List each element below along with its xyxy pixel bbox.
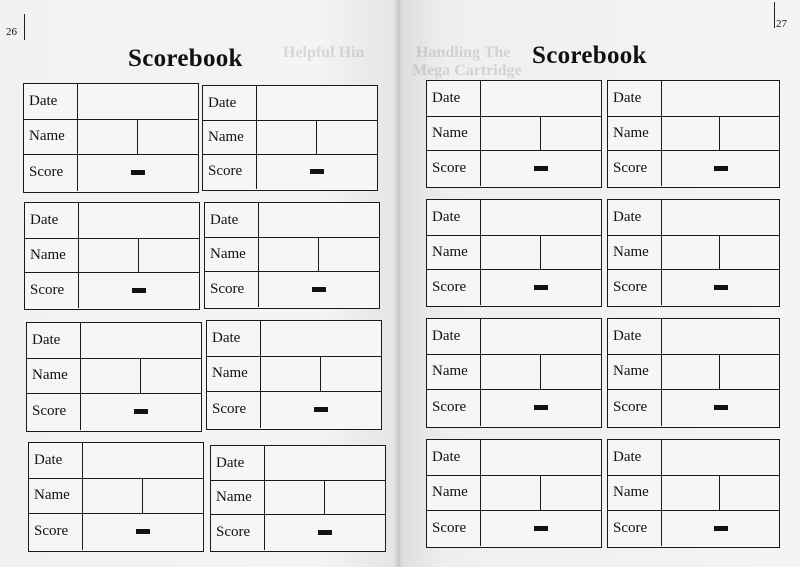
score-dash: [534, 526, 548, 531]
score-dash: [314, 407, 328, 412]
row-divider: [24, 154, 198, 155]
score-dash: [132, 288, 146, 293]
score-dash: [714, 166, 728, 171]
row-divider: [427, 235, 601, 236]
name-label: Name: [608, 475, 662, 510]
date-label: Date: [427, 200, 481, 235]
name-column-divider: [142, 478, 143, 513]
score-card: [204, 202, 380, 309]
row-divider: [203, 120, 377, 121]
score-dash: [534, 166, 548, 171]
bleed-through-text: Helpful Hin: [283, 44, 365, 61]
row-divider: [427, 510, 601, 511]
page-number-left: 26: [6, 26, 17, 38]
name-column-divider: [320, 356, 321, 391]
score-dash: [310, 169, 324, 174]
score-label: Score: [207, 391, 261, 428]
name-label: Name: [427, 116, 481, 150]
row-divider: [205, 237, 379, 238]
page-number-right: 27: [776, 18, 787, 30]
name-label: Name: [608, 354, 662, 389]
name-column-divider: [138, 238, 139, 272]
row-divider: [608, 354, 779, 355]
row-divider: [427, 389, 601, 390]
row-divider: [608, 475, 779, 476]
name-label: Name: [427, 235, 481, 269]
score-label: Score: [608, 150, 662, 186]
name-column-divider: [137, 119, 138, 154]
score-card: [426, 80, 602, 188]
row-divider: [427, 269, 601, 270]
row-divider: [427, 116, 601, 117]
score-dash: [318, 530, 332, 535]
row-divider: [608, 235, 779, 236]
bleed-through-text: Handling The: [416, 44, 511, 61]
score-card: [607, 439, 780, 548]
score-card: [202, 85, 378, 191]
score-label: Score: [29, 513, 83, 550]
name-label: Name: [207, 356, 261, 391]
row-divider: [608, 116, 779, 117]
row-divider: [608, 269, 779, 270]
name-label: Name: [27, 358, 81, 393]
date-label: Date: [203, 86, 257, 120]
score-label: Score: [27, 393, 81, 430]
name-column-divider: [540, 354, 541, 389]
bleed-through-text: Mega Cartridge: [412, 62, 522, 79]
row-divider: [25, 272, 199, 273]
name-column-divider: [540, 116, 541, 150]
name-label: Name: [608, 116, 662, 150]
date-label: Date: [427, 440, 481, 475]
name-label: Name: [608, 235, 662, 269]
row-divider: [608, 510, 779, 511]
score-dash: [714, 526, 728, 531]
row-divider: [608, 389, 779, 390]
row-divider: [608, 150, 779, 151]
name-label: Name: [203, 120, 257, 154]
score-card: [28, 442, 204, 552]
date-label: Date: [211, 446, 265, 480]
date-label: Date: [608, 200, 662, 235]
book-gutter: [393, 0, 403, 567]
name-label: Name: [427, 354, 481, 389]
score-dash: [714, 405, 728, 410]
score-card: [607, 80, 780, 188]
date-label: Date: [205, 203, 259, 237]
score-label: Score: [205, 271, 259, 307]
name-column-divider: [719, 235, 720, 269]
page-rule-right: [774, 2, 775, 28]
name-column-divider: [316, 120, 317, 154]
date-label: Date: [608, 440, 662, 475]
name-column-divider: [719, 475, 720, 510]
row-divider: [207, 391, 381, 392]
date-label: Date: [427, 319, 481, 354]
score-card: [607, 199, 780, 307]
date-label: Date: [207, 321, 261, 356]
score-label: Score: [608, 510, 662, 546]
score-dash: [312, 287, 326, 292]
name-column-divider: [324, 480, 325, 514]
name-column-divider: [140, 358, 141, 393]
date-label: Date: [25, 203, 79, 238]
score-card: [210, 445, 386, 552]
row-divider: [207, 356, 381, 357]
score-card: [426, 199, 602, 307]
score-label: Score: [25, 272, 79, 308]
row-divider: [427, 475, 601, 476]
row-divider: [205, 271, 379, 272]
row-divider: [427, 150, 601, 151]
date-label: Date: [29, 443, 83, 478]
score-label: Score: [608, 389, 662, 426]
score-label: Score: [211, 514, 265, 550]
score-label: Score: [608, 269, 662, 305]
name-column-divider: [719, 116, 720, 150]
name-label: Name: [25, 238, 79, 272]
date-label: Date: [608, 319, 662, 354]
score-dash: [714, 285, 728, 290]
score-card: [426, 318, 602, 428]
row-divider: [29, 478, 203, 479]
score-dash: [134, 409, 148, 414]
score-dash: [534, 285, 548, 290]
name-label: Name: [29, 478, 83, 513]
score-card: [24, 202, 200, 310]
row-divider: [211, 514, 385, 515]
score-card: [426, 439, 602, 548]
page-rule-left: [24, 14, 25, 40]
name-label: Name: [205, 237, 259, 271]
score-label: Score: [427, 389, 481, 426]
score-dash: [534, 405, 548, 410]
row-divider: [427, 354, 601, 355]
name-column-divider: [318, 237, 319, 271]
row-divider: [27, 358, 201, 359]
score-label: Score: [427, 150, 481, 186]
date-label: Date: [27, 323, 81, 358]
score-card: [26, 322, 202, 432]
name-column-divider: [540, 475, 541, 510]
score-card: [607, 318, 780, 428]
date-label: Date: [427, 81, 481, 116]
score-label: Score: [427, 510, 481, 546]
name-column-divider: [540, 235, 541, 269]
score-card: [23, 83, 199, 193]
row-divider: [24, 119, 198, 120]
score-dash: [131, 170, 145, 175]
score-label: Score: [24, 154, 78, 191]
page-title-right: Scorebook: [532, 42, 647, 69]
row-divider: [25, 238, 199, 239]
row-divider: [27, 393, 201, 394]
name-column-divider: [719, 354, 720, 389]
score-dash: [136, 529, 150, 534]
name-label: Name: [24, 119, 78, 154]
score-label: Score: [427, 269, 481, 305]
score-label: Score: [203, 154, 257, 189]
name-label: Name: [427, 475, 481, 510]
name-label: Name: [211, 480, 265, 514]
page-title-left: Scorebook: [128, 45, 243, 72]
date-label: Date: [24, 84, 78, 119]
row-divider: [211, 480, 385, 481]
score-card: [206, 320, 382, 430]
row-divider: [203, 154, 377, 155]
date-label: Date: [608, 81, 662, 116]
row-divider: [29, 513, 203, 514]
